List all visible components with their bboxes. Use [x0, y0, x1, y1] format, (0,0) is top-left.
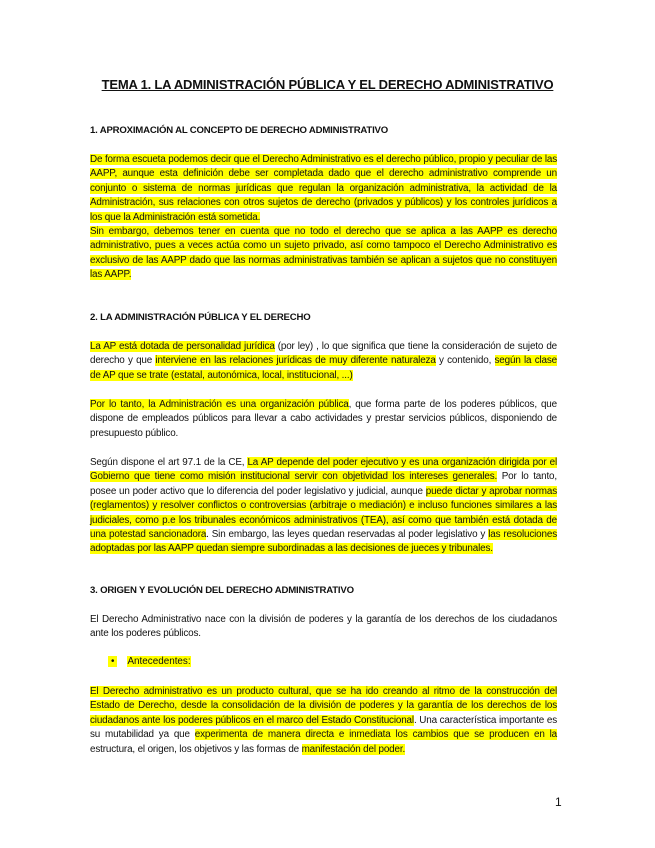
highlighted-text: experimenta de manera directa e inmediata los cambios que se producen en la	[194, 729, 558, 741]
text-segment: El Derecho Administrativo nace con la división de poderes y la garantía de los derechos de los ciudadanos ante los poderes públicos.	[90, 614, 557, 640]
paragraph	[90, 456, 557, 557]
paragraph	[90, 685, 557, 757]
highlighted-text: manifestación del poder.	[301, 743, 406, 755]
paragraph	[90, 398, 557, 441]
text-segment: y contenido,	[435, 355, 495, 367]
highlighted-text: La AP está dotada de personalidad jurídica	[90, 341, 275, 352]
text-segment: . Sin embargo, las leyes quedan reservadas al poder legislativo y	[206, 529, 489, 541]
text-segment: (por ley) , lo que significa que tiene la consideración de sujeto de derecho y que	[90, 341, 557, 367]
highlighted-text: puede dictar y aprobar normas (reglamentos) y resolver conflictos o controversias (arbitraje o mediación) e incluso funciones similares a las judiciales, como p.e los tribunales económicos administrativos (TEA), así como que también está dotada de una potestad sancionadora	[90, 485, 557, 541]
text-segment: Según dispone el art 97.1 de la CE,	[90, 457, 248, 468]
bullet-marker: •	[108, 656, 117, 667]
section-heading-2: 2. LA ADMINISTRACIÓN PÚBLICA Y EL DERECHO	[90, 312, 311, 323]
highlighted-text: El Derecho administrativo es un producto cultural, que se ha ido creando al ritmo de la construcción del Estado de Derecho, desde la consolidación de la división de poderes y la garantía de los derechos de los ciudadanos ante los poderes públicos en el marco del Estado Constitucional	[90, 686, 557, 726]
highlighted-text: Sin embargo, debemos tener en cuenta que no todo el derecho que se aplica a las AAPP es derecho administrativo, pues a veces actúa como un sujeto privado, así como tampoco el Derecho Administrativo es exclusivo de las AAPP dado que las normas administrativas también se aplican a sujetos que no constituyen las AAPP.	[90, 226, 557, 281]
text-segment: , que forma parte de los poderes públicos, que dispone de empleados públicos para llevar a cabo actividades y prestar servicios públicos, disponiendo de presupuesto público.	[90, 399, 557, 439]
bullet-item	[108, 655, 191, 669]
section-heading-1: 1. APROXIMACIÓN AL CONCEPTO DE DERECHO ADMINISTRATIVO	[90, 125, 389, 136]
paragraph	[90, 340, 557, 383]
page-number: 1	[555, 795, 562, 809]
paragraph	[90, 153, 557, 283]
highlighted-text: Por lo tanto, la Administración es una organización pública	[90, 399, 349, 410]
highlighted-text: interviene en las relaciones jurídicas de muy diferente naturaleza	[155, 355, 436, 367]
text-segment: . Una característica importante es su mutabilidad ya que	[90, 714, 557, 741]
paragraph	[90, 613, 557, 642]
highlighted-text: según la clase de AP que se trate (estatal, autonómica, local, institucional, ...)	[90, 355, 558, 381]
document-title: TEMA 1. LA ADMINISTRACIÓN PÚBLICA Y EL DERECHO ADMINISTRATIVO	[101, 77, 554, 92]
text-segment: estructura, el origen, los objetivos y las formas de	[90, 743, 302, 755]
highlighted-text: De forma escueta podemos decir que el Derecho Administrativo es el derecho público, propio y peculiar de las AAPP, aunque esta definición debe ser completada dado que el derecho administrativo comprende un conjunto o sistema de normas jurídicas que regulan la organización administrativa, la actividad de la Administración, sus relaciones con otros sujetos de derecho (privados y públicos) y los controles jurídicos a los que la Administración está sometida.	[90, 154, 557, 223]
bullet-text: Antecedentes:	[127, 656, 191, 667]
section-heading-3: 3. ORIGEN Y EVOLUCIÓN DEL DERECHO ADMINISTRATIVO	[90, 585, 354, 596]
highlighted-text: las resoluciones adoptadas por las AAPP quedan siempre subordinadas a las decisiones de jueces y tribunales.	[90, 529, 557, 555]
text-segment: Por lo tanto, posee un poder activo que lo diferencia del poder legislativo y judicial, aunque	[90, 471, 557, 497]
highlighted-text: La AP depende del poder ejecutivo y es una organización dirigida por el Gobierno que tiene como misión institucional servir con objetividad los intereses generales.	[90, 457, 557, 483]
